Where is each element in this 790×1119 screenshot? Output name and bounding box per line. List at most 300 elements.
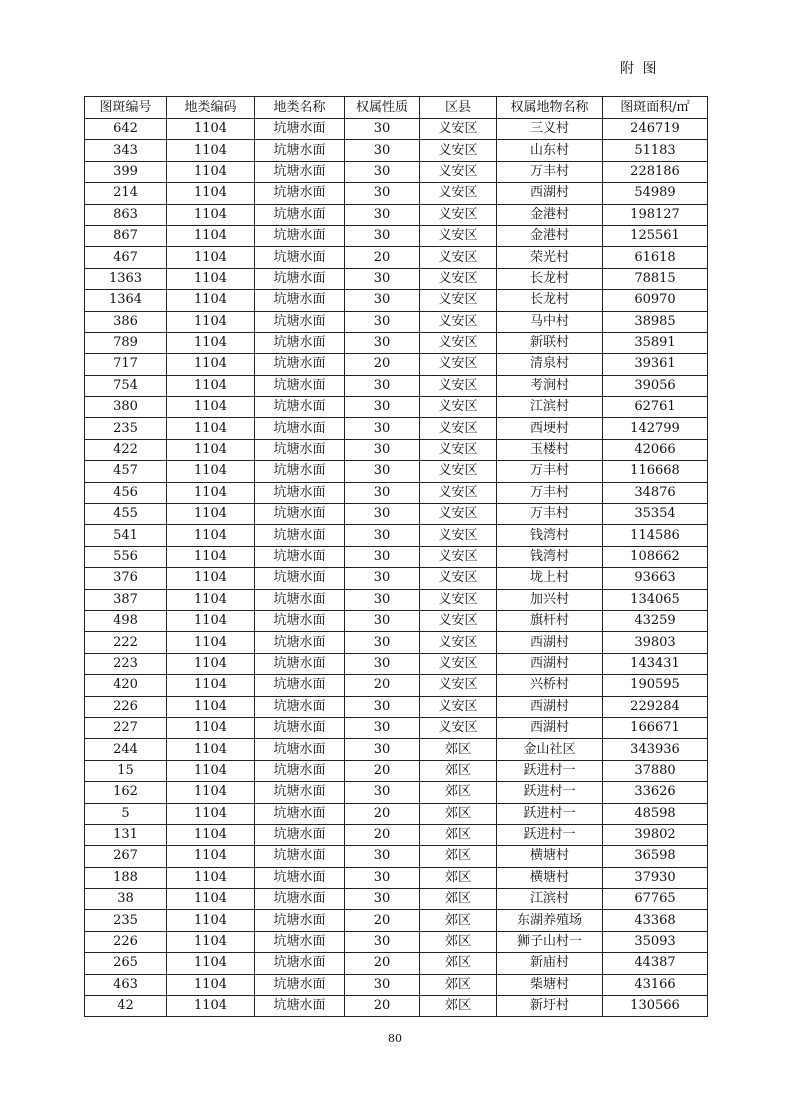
- column-header: 权属地物名称: [497, 97, 603, 119]
- table-cell: 义安区: [420, 354, 497, 375]
- table-cell: 义安区: [420, 632, 497, 653]
- table-cell: 1104: [167, 119, 255, 140]
- table-cell: 坑塘水面: [255, 867, 345, 888]
- table-cell: 兴桥村: [497, 675, 603, 696]
- table-row: [85, 439, 708, 460]
- table-cell: 30: [345, 867, 420, 888]
- table-cell: 坑塘水面: [255, 610, 345, 631]
- table-cell: 坑塘水面: [255, 482, 345, 503]
- table-cell: 义安区: [420, 247, 497, 268]
- table-cell: 义安区: [420, 161, 497, 182]
- table-cell: 1104: [167, 397, 255, 418]
- table-cell: 1104: [167, 889, 255, 910]
- table-cell: 30: [345, 846, 420, 867]
- table-cell: 郊区: [420, 953, 497, 974]
- table-cell: 1104: [167, 974, 255, 995]
- table-cell: 郊区: [420, 803, 497, 824]
- table-cell: 坑塘水面: [255, 824, 345, 845]
- table-cell: 横塘村: [497, 846, 603, 867]
- table-cell: 1104: [167, 354, 255, 375]
- table-cell: 62761: [603, 397, 708, 418]
- table-cell: 垅上村: [497, 568, 603, 589]
- table-cell: 343936: [603, 739, 708, 760]
- table-cell: 30: [345, 739, 420, 760]
- column-header: 地类名称: [255, 97, 345, 119]
- table-row: [85, 397, 708, 418]
- table-cell: 马中村: [497, 311, 603, 332]
- table-cell: 227: [85, 717, 167, 738]
- table-cell: 78815: [603, 268, 708, 289]
- table-cell: 30: [345, 461, 420, 482]
- table-cell: 西湖村: [497, 632, 603, 653]
- table-cell: 457: [85, 461, 167, 482]
- table-cell: 54989: [603, 183, 708, 204]
- table-cell: 义安区: [420, 119, 497, 140]
- table-cell: 坑塘水面: [255, 439, 345, 460]
- table-row: [85, 568, 708, 589]
- table-cell: 30: [345, 183, 420, 204]
- table-cell: 125561: [603, 225, 708, 246]
- table-row: [85, 739, 708, 760]
- table-cell: 义安区: [420, 589, 497, 610]
- table-cell: 214: [85, 183, 167, 204]
- table-cell: 义安区: [420, 568, 497, 589]
- table-cell: 万丰村: [497, 161, 603, 182]
- table-cell: 金港村: [497, 225, 603, 246]
- table-cell: 郊区: [420, 996, 497, 1017]
- table-cell: 1104: [167, 161, 255, 182]
- table-cell: 162: [85, 782, 167, 803]
- table-cell: 坑塘水面: [255, 739, 345, 760]
- table-cell: 1104: [167, 803, 255, 824]
- table-cell: 义安区: [420, 504, 497, 525]
- table-cell: 130566: [603, 996, 708, 1017]
- table-cell: 1104: [167, 525, 255, 546]
- table-cell: 钱湾村: [497, 525, 603, 546]
- table-cell: 跃进村一: [497, 782, 603, 803]
- table-row: [85, 782, 708, 803]
- table-cell: 1104: [167, 632, 255, 653]
- table-cell: 1104: [167, 696, 255, 717]
- table-cell: 坑塘水面: [255, 504, 345, 525]
- table-cell: 38: [85, 889, 167, 910]
- table-cell: 新联村: [497, 332, 603, 353]
- table-cell: 48598: [603, 803, 708, 824]
- table-row: [85, 354, 708, 375]
- page-number: 80: [388, 1032, 402, 1045]
- table-cell: 1104: [167, 824, 255, 845]
- table-body: [85, 119, 708, 1017]
- table-cell: 30: [345, 546, 420, 567]
- table-cell: 43259: [603, 610, 708, 631]
- table-cell: 义安区: [420, 375, 497, 396]
- table-row: [85, 717, 708, 738]
- table-cell: 380: [85, 397, 167, 418]
- table-cell: 556: [85, 546, 167, 567]
- table-cell: 加兴村: [497, 589, 603, 610]
- table-row: [85, 290, 708, 311]
- table-cell: 坑塘水面: [255, 140, 345, 161]
- table-row: [85, 375, 708, 396]
- table-cell: 498: [85, 610, 167, 631]
- table-cell: 463: [85, 974, 167, 995]
- table-cell: 坑塘水面: [255, 568, 345, 589]
- table-cell: 1104: [167, 782, 255, 803]
- table-cell: 坑塘水面: [255, 653, 345, 674]
- table-cell: 江滨村: [497, 889, 603, 910]
- table-cell: 1104: [167, 504, 255, 525]
- table-cell: 30: [345, 696, 420, 717]
- table-cell: 坑塘水面: [255, 225, 345, 246]
- table-cell: 万丰村: [497, 482, 603, 503]
- table-cell: 222: [85, 632, 167, 653]
- table-row: [85, 183, 708, 204]
- appendix-label: 附 图: [620, 61, 659, 77]
- table-cell: 荣光村: [497, 247, 603, 268]
- table-cell: 坑塘水面: [255, 332, 345, 353]
- table-cell: 义安区: [420, 482, 497, 503]
- table-cell: 30: [345, 610, 420, 631]
- table-cell: 226: [85, 931, 167, 952]
- table-cell: 30: [345, 311, 420, 332]
- table-cell: 343: [85, 140, 167, 161]
- table-cell: 61618: [603, 247, 708, 268]
- table-cell: 387: [85, 589, 167, 610]
- table-row: [85, 889, 708, 910]
- table-cell: 1104: [167, 589, 255, 610]
- column-header: 地类编码: [167, 97, 255, 119]
- table-cell: 1104: [167, 675, 255, 696]
- table-row: [85, 675, 708, 696]
- table-cell: 义安区: [420, 268, 497, 289]
- table-row: [85, 461, 708, 482]
- table-cell: 1104: [167, 375, 255, 396]
- table-cell: 旗杆村: [497, 610, 603, 631]
- table-cell: 399: [85, 161, 167, 182]
- table-cell: 30: [345, 525, 420, 546]
- table-cell: 义安区: [420, 653, 497, 674]
- table-cell: 西湖村: [497, 653, 603, 674]
- table-cell: 30: [345, 375, 420, 396]
- table-cell: 考涧村: [497, 375, 603, 396]
- table-row: [85, 974, 708, 995]
- table-cell: 717: [85, 354, 167, 375]
- table-cell: 30: [345, 482, 420, 503]
- table-row: [85, 910, 708, 931]
- table-row: [85, 803, 708, 824]
- table-row: [85, 140, 708, 161]
- table-cell: 义安区: [420, 225, 497, 246]
- table-cell: 坑塘水面: [255, 889, 345, 910]
- table-cell: 1104: [167, 546, 255, 567]
- table-row: [85, 696, 708, 717]
- table-cell: 223: [85, 653, 167, 674]
- table-cell: 37930: [603, 867, 708, 888]
- table-cell: 33626: [603, 782, 708, 803]
- table-cell: 422: [85, 439, 167, 460]
- table-cell: 万丰村: [497, 504, 603, 525]
- table-row: [85, 867, 708, 888]
- table-cell: 郊区: [420, 846, 497, 867]
- table-row: [85, 332, 708, 353]
- table-cell: 30: [345, 504, 420, 525]
- table-cell: 跃进村一: [497, 824, 603, 845]
- table-cell: 坑塘水面: [255, 546, 345, 567]
- table-row: [85, 525, 708, 546]
- table-cell: 坑塘水面: [255, 589, 345, 610]
- table-cell: 43166: [603, 974, 708, 995]
- table-cell: 1104: [167, 461, 255, 482]
- table-cell: 143431: [603, 653, 708, 674]
- table-cell: 西湖村: [497, 696, 603, 717]
- table-cell: 30: [345, 782, 420, 803]
- table-cell: 376: [85, 568, 167, 589]
- table-cell: 131: [85, 824, 167, 845]
- table-row: [85, 268, 708, 289]
- table-row: [85, 846, 708, 867]
- table-row: [85, 610, 708, 631]
- table-cell: 455: [85, 504, 167, 525]
- table-cell: 30: [345, 931, 420, 952]
- table-cell: 郊区: [420, 867, 497, 888]
- table-row: [85, 311, 708, 332]
- table-cell: 20: [345, 953, 420, 974]
- table-cell: 坑塘水面: [255, 675, 345, 696]
- table-cell: 金山社区: [497, 739, 603, 760]
- table-cell: 坑塘水面: [255, 910, 345, 931]
- table-cell: 30: [345, 225, 420, 246]
- table-cell: 1104: [167, 311, 255, 332]
- table-cell: 116668: [603, 461, 708, 482]
- table-cell: 35093: [603, 931, 708, 952]
- table-cell: 坑塘水面: [255, 525, 345, 546]
- table-cell: 坑塘水面: [255, 803, 345, 824]
- table-cell: 坑塘水面: [255, 461, 345, 482]
- table-cell: 114586: [603, 525, 708, 546]
- land-parcel-table: [84, 96, 708, 1017]
- table-cell: 60970: [603, 290, 708, 311]
- table-cell: 义安区: [420, 525, 497, 546]
- table-cell: 坑塘水面: [255, 696, 345, 717]
- table-cell: 郊区: [420, 974, 497, 995]
- table-cell: 1363: [85, 268, 167, 289]
- table-cell: 456: [85, 482, 167, 503]
- table-cell: 坑塘水面: [255, 931, 345, 952]
- table-cell: 义安区: [420, 332, 497, 353]
- table-cell: 坑塘水面: [255, 290, 345, 311]
- table-cell: 20: [345, 247, 420, 268]
- table-cell: 228186: [603, 161, 708, 182]
- table-row: [85, 931, 708, 952]
- table-cell: 郊区: [420, 931, 497, 952]
- table-cell: 义安区: [420, 675, 497, 696]
- table-cell: 20: [345, 996, 420, 1017]
- table-row: [85, 953, 708, 974]
- table-cell: 金港村: [497, 204, 603, 225]
- table-cell: 30: [345, 568, 420, 589]
- table-cell: 坑塘水面: [255, 119, 345, 140]
- table-cell: 1104: [167, 846, 255, 867]
- table-cell: 跃进村一: [497, 803, 603, 824]
- table-cell: 玉楼村: [497, 439, 603, 460]
- table-cell: 坑塘水面: [255, 247, 345, 268]
- table-cell: 坑塘水面: [255, 183, 345, 204]
- column-header: 权属性质: [345, 97, 420, 119]
- table-cell: 30: [345, 290, 420, 311]
- table-cell: 235: [85, 910, 167, 931]
- table-cell: 386: [85, 311, 167, 332]
- table-cell: 93663: [603, 568, 708, 589]
- table-cell: 244: [85, 739, 167, 760]
- table-row: [85, 546, 708, 567]
- table-cell: 142799: [603, 418, 708, 439]
- table-cell: 横塘村: [497, 867, 603, 888]
- table-cell: 郊区: [420, 889, 497, 910]
- table-cell: 西埂村: [497, 418, 603, 439]
- table-cell: 西湖村: [497, 183, 603, 204]
- table-cell: 义安区: [420, 290, 497, 311]
- table-cell: 37880: [603, 760, 708, 781]
- table-cell: 郊区: [420, 824, 497, 845]
- table-cell: 坑塘水面: [255, 161, 345, 182]
- table-cell: 坑塘水面: [255, 760, 345, 781]
- table-cell: 39802: [603, 824, 708, 845]
- table-cell: 30: [345, 140, 420, 161]
- table-cell: 43368: [603, 910, 708, 931]
- table-cell: 188: [85, 867, 167, 888]
- table-cell: 长龙村: [497, 268, 603, 289]
- table-row: [85, 482, 708, 503]
- table-cell: 20: [345, 910, 420, 931]
- table-cell: 134065: [603, 589, 708, 610]
- table-cell: 义安区: [420, 696, 497, 717]
- table-cell: 坑塘水面: [255, 204, 345, 225]
- table-cell: 42066: [603, 439, 708, 460]
- table-cell: 1104: [167, 140, 255, 161]
- table-cell: 1104: [167, 204, 255, 225]
- table-cell: 541: [85, 525, 167, 546]
- table-cell: 1104: [167, 332, 255, 353]
- table-cell: 钱湾村: [497, 546, 603, 567]
- table-cell: 坑塘水面: [255, 632, 345, 653]
- table-cell: 229284: [603, 696, 708, 717]
- table-cell: 坑塘水面: [255, 782, 345, 803]
- table-cell: 1104: [167, 610, 255, 631]
- table-cell: 30: [345, 653, 420, 674]
- table-cell: 1104: [167, 867, 255, 888]
- table-cell: 跃进村一: [497, 760, 603, 781]
- table-cell: 5: [85, 803, 167, 824]
- table-cell: 108662: [603, 546, 708, 567]
- table-cell: 1104: [167, 717, 255, 738]
- table-cell: 坑塘水面: [255, 717, 345, 738]
- table-cell: 1104: [167, 418, 255, 439]
- table-cell: 190595: [603, 675, 708, 696]
- table-cell: 1104: [167, 931, 255, 952]
- table-row: [85, 589, 708, 610]
- table-cell: 义安区: [420, 546, 497, 567]
- table-cell: 1104: [167, 225, 255, 246]
- table-cell: 长龙村: [497, 290, 603, 311]
- table-cell: 义安区: [420, 439, 497, 460]
- table-cell: 东湖养殖场: [497, 910, 603, 931]
- table-cell: 267: [85, 846, 167, 867]
- table-cell: 30: [345, 632, 420, 653]
- table-cell: 198127: [603, 204, 708, 225]
- table-row: [85, 632, 708, 653]
- table-row: [85, 653, 708, 674]
- table-cell: 420: [85, 675, 167, 696]
- table-cell: 三义村: [497, 119, 603, 140]
- table-cell: 郊区: [420, 760, 497, 781]
- table-cell: 坑塘水面: [255, 268, 345, 289]
- table-cell: 义安区: [420, 461, 497, 482]
- table-cell: 郊区: [420, 739, 497, 760]
- table-cell: 30: [345, 439, 420, 460]
- table-cell: 1104: [167, 290, 255, 311]
- table-cell: 35354: [603, 504, 708, 525]
- table-cell: 30: [345, 119, 420, 140]
- table-cell: 西湖村: [497, 717, 603, 738]
- table-cell: 清泉村: [497, 354, 603, 375]
- header-row: [85, 97, 708, 119]
- table-cell: 20: [345, 760, 420, 781]
- table-cell: 265: [85, 953, 167, 974]
- table-cell: 郊区: [420, 910, 497, 931]
- table-cell: 863: [85, 204, 167, 225]
- table-cell: 1104: [167, 268, 255, 289]
- table-cell: 30: [345, 589, 420, 610]
- table-cell: 44387: [603, 953, 708, 974]
- table-row: [85, 996, 708, 1017]
- table-cell: 1104: [167, 568, 255, 589]
- table-cell: 坑塘水面: [255, 397, 345, 418]
- table-cell: 30: [345, 332, 420, 353]
- table-cell: 1104: [167, 996, 255, 1017]
- table-cell: 42: [85, 996, 167, 1017]
- table-cell: 34876: [603, 482, 708, 503]
- table-cell: 1104: [167, 247, 255, 268]
- table-cell: 义安区: [420, 204, 497, 225]
- table-cell: 义安区: [420, 610, 497, 631]
- table-cell: 36598: [603, 846, 708, 867]
- table-cell: 30: [345, 974, 420, 995]
- table-row: [85, 418, 708, 439]
- column-header: 区县: [420, 97, 497, 119]
- table-cell: 20: [345, 675, 420, 696]
- table-cell: 1104: [167, 953, 255, 974]
- table-cell: 30: [345, 717, 420, 738]
- table-cell: 万丰村: [497, 461, 603, 482]
- table-cell: 30: [345, 161, 420, 182]
- table-cell: 柴塘村: [497, 974, 603, 995]
- table-cell: 坑塘水面: [255, 996, 345, 1017]
- table-row: [85, 119, 708, 140]
- table-cell: 226: [85, 696, 167, 717]
- table-cell: 30: [345, 889, 420, 910]
- table-cell: 20: [345, 824, 420, 845]
- table-cell: 30: [345, 204, 420, 225]
- table-cell: 1104: [167, 760, 255, 781]
- table-cell: 1104: [167, 439, 255, 460]
- column-header: 图斑编号: [85, 97, 167, 119]
- table-cell: 1104: [167, 183, 255, 204]
- table-cell: 义安区: [420, 717, 497, 738]
- table-cell: 1104: [167, 739, 255, 760]
- table-header: [85, 97, 708, 119]
- table-cell: 坑塘水面: [255, 354, 345, 375]
- table-cell: 坑塘水面: [255, 418, 345, 439]
